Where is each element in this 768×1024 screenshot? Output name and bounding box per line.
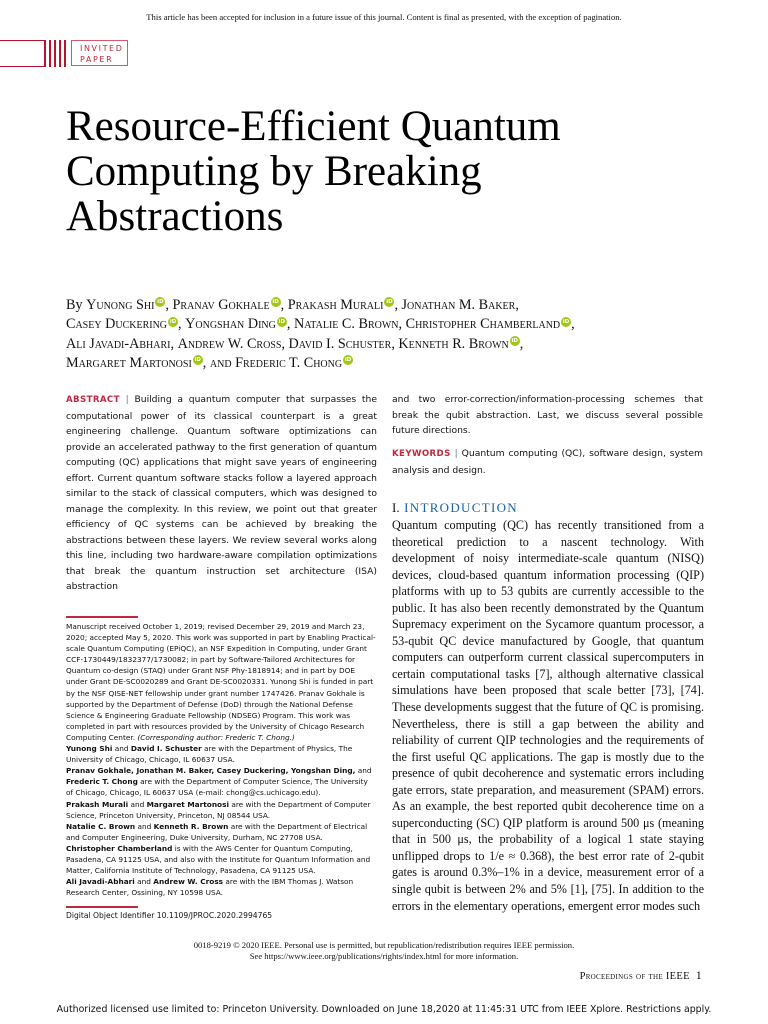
label-separator: |	[125, 394, 129, 405]
author-name: Natalie C. Brown	[293, 316, 399, 333]
footnote-affiliation: Prakash Murali and Margaret Martonosi are with the Department of Computer Science, Princeton University, Princeton, NJ 08544 USA.	[66, 799, 371, 820]
footnote-affiliation: Ali Javadi-Abhari and Andrew W. Cross are with the IBM Thomas J. Watson Research Center, Ossining, NY 10598 USA.	[66, 877, 354, 898]
author-name: and Frederic T. Chong	[209, 355, 343, 372]
author-name: Casey Duckering	[66, 316, 168, 333]
abstract-text: Building a quantum computer that surpasses the computational power of its classical counterpart is a great engineering challenge. Quantum software optimizations can provide an accelerated pathway to the first generation of quantum computing (QC) applications that might save years of engineering effort. Current quantum software stacks follow a layered approach similar to the stack of classical computers, which was designed to manage the complexity. In this review, we point out that greater efficiency of QC systems can be achieved by breaking the abstractions between these layers. We review several works along this line, including two hardware-aware compilation optimizations that break the quantum instruction set architecture (ISA) abstraction	[66, 394, 378, 592]
footnote-affiliation: Natalie C. Brown and Kenneth R. Brown are with the Department of Electrical and Computer Engineering, Duke University, Durham, NC 27708 USA.	[66, 821, 368, 842]
abstract-text-continued: and two error-correction/information-processing schemes that break the qubit abstraction. Last, we discuss several possible future directions.	[392, 394, 703, 436]
author-name: Yunong Shi	[86, 297, 155, 313]
keywords	[392, 446, 703, 478]
abstract-left-column	[66, 392, 377, 595]
author-name: Yongshan Ding	[185, 316, 276, 333]
doi-rule	[66, 906, 138, 908]
badge-line-paper: PAPER	[80, 55, 114, 64]
invited-paper-stripes	[0, 40, 70, 67]
author-name: David I. Schuster	[288, 335, 392, 352]
paper-title: Resource-Efficient Quantum Computing by Breaking Abstractions	[66, 103, 561, 240]
footnote-rule	[66, 616, 138, 618]
author-name: Pranav Gokhale	[172, 297, 270, 313]
copyright-notice: 0018-9219 © 2020 IEEE. Personal use is permitted, but republication/redistribution requires IEEE permission. See https://www.ieee.org/publications/rights/index.html for more information.	[0, 940, 768, 962]
section-number: I.	[392, 500, 400, 515]
section-heading	[392, 500, 518, 516]
author-name: Prakash Murali	[287, 297, 384, 313]
author-name: Christopher Chamberland	[405, 316, 561, 333]
abstract-label: ABSTRACT	[66, 395, 120, 405]
orcid-icon[interactable]: iD	[157, 299, 164, 306]
keywords-text: Quantum computing (QC), software design, system analysis and design.	[392, 448, 703, 476]
badge-line-invited: INVITED	[80, 44, 124, 53]
page-number: 1	[695, 968, 702, 982]
footnote-affiliation: Pranav Gokhale, Jonathan M. Baker, Casey Duckering, Yongshan Ding, and Frederic T. Chong are with the Department of Computer Science, The University of Chicago, Chicago, IL 60637 USA (e-mail: chong@cs.uchicago.edu).	[66, 766, 372, 798]
orcid-icon[interactable]: iD	[511, 338, 518, 345]
author-name: Kenneth R. Brown	[398, 335, 509, 352]
footnote-received: Manuscript received October 1, 2019; revised December 29, 2019 and March 23, 2020; accepted May 5, 2020. This work was supported in part by Enabling Practical-scale Quantum Computing (EPiQC), an NSF Expedition in Computing, under Grant CCF-1730449/1832377/1730082; in part by Software-Tailored Architectures for Quantum co-design (STAQ) under Grant NSF Phy-1818914; and in part by DOE under Grant DE-SC0020289 and Grant DE-SC0020331. Yunong Shi is funded in part by the NSF QISE-NET fellowship under grant number 1747426. Pranav Gokhale is supported by the Department of Defense (DoD) through the National Defense Science & Engineering Graduate Fellowship (NDSEG) Program. This work was completed in part with resources provided by the University of Chicago Research Computing Center. (Corresponding author: Frederic T. Chong.)	[66, 622, 376, 742]
orcid-icon[interactable]: iD	[278, 318, 286, 325]
invited-paper-badge	[71, 40, 128, 66]
label-separator: |	[454, 448, 458, 459]
author-name: Ali Javadi-Abhari	[66, 335, 171, 352]
orcid-icon[interactable]: iD	[386, 299, 393, 306]
doi-line: Digital Object Identifier 10.1109/JPROC.2020.2994765	[66, 911, 273, 920]
orcid-icon[interactable]: iD	[169, 318, 177, 325]
top-notice: This article has been accepted for inclusion in a future issue of this journal. Content is final as presented, with the exception of pagination.	[146, 12, 622, 22]
footnote-affiliation: Yunong Shi and David I. Schuster are with the Department of Physics, The University of Chicago, Chicago, IL 60637 USA.	[66, 744, 353, 765]
journal-name: Proceedings of the IEEE	[579, 971, 690, 982]
author-name: Margaret Martonosi	[66, 355, 192, 372]
keywords-label: KEYWORDS	[392, 449, 451, 459]
intro-body-text: Quantum computing (QC) has recently transitioned from a theoretical prediction to a nascent technology. With development of noisy intermediate-scale quantum (NISQ) devices, cloud-based quantum information processing (QIP) platforms with up to 53 qubits are currently accessible to the public. It has also been recently demonstrated by the Quantum Supremacy experiment on the Sycamore quantum processor, a 53-qubit QC device manufactured by Google, that quantum computers can outperform current classical supercomputers in certain computational tasks [7], although alternative classical simulations have been proposed that scale better [73], [74]. These developments suggest that the future of QC is promising. Nevertheless, there is still a gap between the ability and reliability of current QIP technologies and the requirements of the first useful QC applications. The gap is mostly due to the presence of qubit decoherence and systematic errors including gate errors, state preparation, and measurement (SPAM) errors. As an example, the best reported qubit decoherence time on a superconducting (SC) QIP platform is around 500 μs (meaning that in 500 μs, the probability of a logical 1 state staying unflipped drops to 1/e ≈ 0.368), the best error rate of 2-qubit gates is around 0.3%–1% in a device, measurement error of a single qubit is between 2% and 5% [1], [75]. In addition to the errors in the elementary operations, emergent error modes such	[392, 518, 704, 913]
authorization-notice: Authorized licensed use limited to: Princeton University. Downloaded on June 18,2020 at 11:45:31 UTC from IEEE Xplore. Restrictions apply.	[56, 1004, 712, 1015]
orcid-icon[interactable]: iD	[344, 357, 352, 364]
footnote-affiliation: Christopher Chamberland is with the AWS Center for Quantum Computing, Pasadena, CA 91125 USA, and also with the Institute for Quantum Information and Matter, California Institute of Technology, Pasadena, CA 91125 USA.	[66, 843, 371, 876]
orcid-icon[interactable]: iD	[562, 318, 570, 325]
author-list: By Yunong Shi iD , Pranav Gokhale iD , Prakash Murali iD , Jonathan M. Baker, Casey Duckering iD , Yongshan Ding iD , Natalie C. Brown, Christopher Chamberland iD , Ali Javadi-Abhari, Andrew W. Cross, David I. Schuster, Kenneth R. Brown iD , Margaret Martonosi iD , and Frederic T. Chong iD	[66, 297, 575, 372]
section-title: INTRODUCTION	[404, 500, 518, 515]
orcid-icon[interactable]: iD	[272, 299, 279, 306]
rights-link[interactable]: See https://www.ieee.org/publications/rights/index.html for more information.	[249, 951, 519, 961]
abstract-right-column	[392, 392, 703, 439]
author-name: Jonathan M. Baker	[401, 297, 516, 313]
footnote	[66, 621, 377, 898]
orcid-icon[interactable]: iD	[194, 357, 201, 364]
running-head	[580, 968, 702, 983]
author-name: Andrew W. Cross	[177, 335, 282, 352]
